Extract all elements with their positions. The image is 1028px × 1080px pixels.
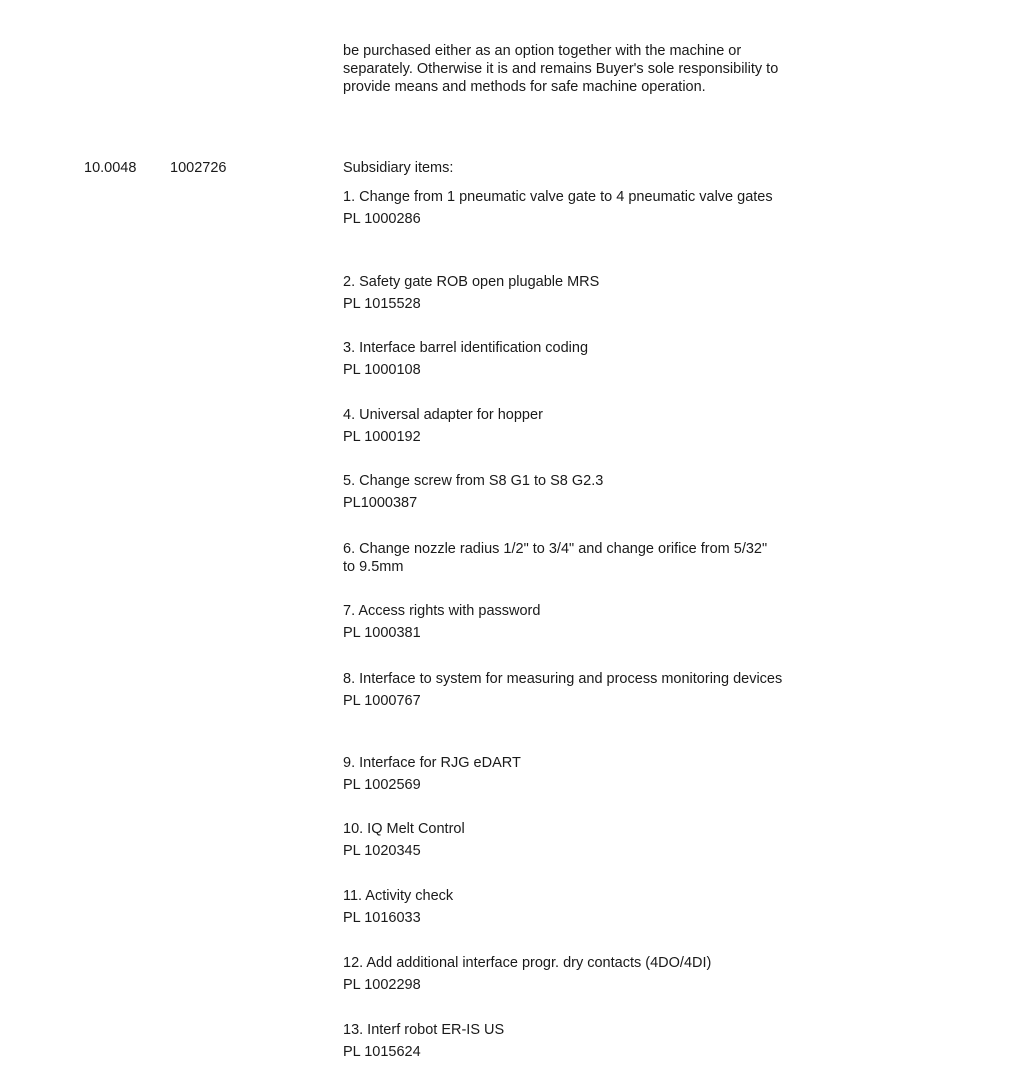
item-description: 9. Interface for RJG eDART (343, 755, 521, 771)
item-description: 4. Universal adapter for hopper (343, 407, 543, 423)
item-description: 7. Access rights with password (343, 603, 541, 619)
position-number: 10.0048 (84, 160, 137, 176)
item-pl-number: PL 1016033 (343, 910, 421, 926)
intro-paragraph: be purchased either as an option together with the machine or separately. Otherwise it is and remains Buyer's sole responsibility to provide means and methods for safe machine operation. (343, 43, 779, 95)
item-pl-number: PL 1000192 (343, 429, 421, 445)
item-description: 12. Add additional interface progr. dry contacts (4DO/4DI) (343, 955, 712, 971)
item-description: 5. Change screw from S8 G1 to S8 G2.3 (343, 473, 604, 489)
list-item (343, 1021, 783, 1061)
list-item (343, 472, 783, 512)
article-number: 1002726 (170, 160, 227, 176)
item-description: 11. Activity check (343, 888, 454, 904)
item-pl-number: PL1000387 (343, 495, 418, 511)
item-description: 6. Change nozzle radius 1/2" to 3/4" and change orifice from 5/32" to 9.5mm (343, 541, 768, 575)
list-item (343, 820, 783, 860)
list-item (343, 406, 783, 446)
item-description: 3. Interface barrel identification coding (343, 340, 589, 356)
list-item (343, 754, 783, 794)
item-pl-number: PL 1002569 (343, 777, 421, 793)
item-pl-number: PL 1000381 (343, 625, 421, 641)
item-pl-number: PL 1015624 (343, 1044, 421, 1060)
item-pl-number: PL 1000286 (343, 211, 421, 227)
list-item (343, 339, 783, 379)
list-item (343, 540, 783, 576)
list-item (343, 273, 783, 313)
list-item (343, 670, 783, 710)
item-pl-number: PL 1002298 (343, 977, 421, 993)
item-description: 13. Interf robot ER-IS US (343, 1022, 505, 1038)
subsidiary-heading: Subsidiary items: (343, 160, 454, 176)
item-description: 10. IQ Melt Control (343, 821, 465, 837)
item-description: 1. Change from 1 pneumatic valve gate to 4 pneumatic valve gates (343, 189, 773, 205)
item-pl-number: PL 1015528 (343, 296, 421, 312)
item-description: 8. Interface to system for measuring and process monitoring devices (343, 671, 783, 687)
list-item (343, 887, 783, 927)
list-item (343, 602, 783, 642)
item-pl-number: PL 1000767 (343, 693, 421, 709)
item-description: 2. Safety gate ROB open plugable MRS (343, 274, 600, 290)
list-item (343, 188, 783, 228)
list-item (343, 954, 783, 994)
item-pl-number: PL 1020345 (343, 843, 421, 859)
item-pl-number: PL 1000108 (343, 362, 421, 378)
